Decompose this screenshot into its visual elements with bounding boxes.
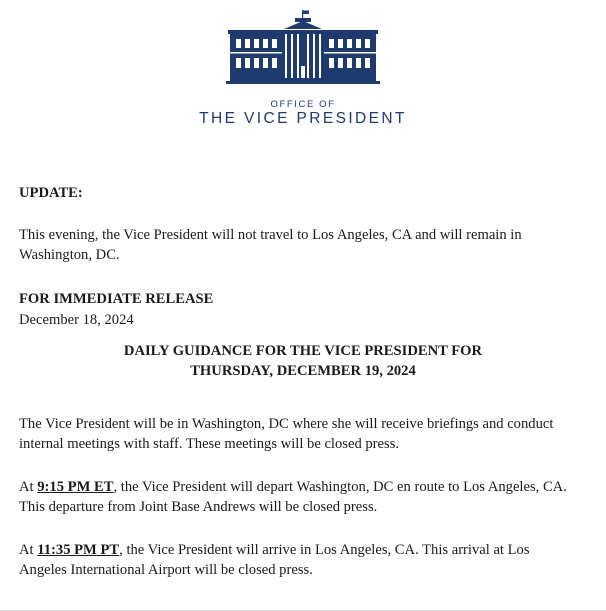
office-of-label: OFFICE OF bbox=[270, 99, 336, 110]
departure-time: 9:15 PM ET bbox=[37, 479, 114, 495]
update-heading: UPDATE: bbox=[19, 185, 83, 201]
release-date: December 18, 2024 bbox=[19, 312, 134, 328]
office-name-label: THE VICE PRESIDENT bbox=[199, 110, 407, 127]
departure-text: , the Vice President will depart Washington, DC en route to Los Angeles, CA. This departure from Joint Base Andrews will be closed press. bbox=[19, 479, 567, 515]
guidance-title-line2: THURSDAY, DECEMBER 19, 2024 bbox=[190, 363, 416, 379]
arrival-time: 11:35 PM PT bbox=[37, 542, 120, 558]
arrival-text: , the Vice President will arrive in Los Angeles, CA. This arrival at Los Angeles International Airport will be closed press. bbox=[19, 542, 530, 578]
departure-prefix: At bbox=[19, 479, 38, 495]
white-house-logo-icon bbox=[226, 10, 380, 84]
arrival-prefix: At bbox=[19, 542, 38, 558]
paragraph-departure bbox=[19, 477, 579, 517]
guidance-title-line1: DAILY GUIDANCE FOR THE VICE PRESIDENT FOR bbox=[123, 343, 483, 359]
paragraph-arrival bbox=[19, 540, 579, 580]
update-text: This evening, the Vice President will not travel to Los Angeles, CA and will remain in Washington, DC. bbox=[19, 227, 522, 263]
paragraph-briefings: The Vice President will be in Washington, DC where she will receive briefings and conduct internal meetings with staff. These meetings will be closed press. bbox=[19, 416, 554, 452]
release-label: FOR IMMEDIATE RELEASE bbox=[19, 291, 214, 307]
